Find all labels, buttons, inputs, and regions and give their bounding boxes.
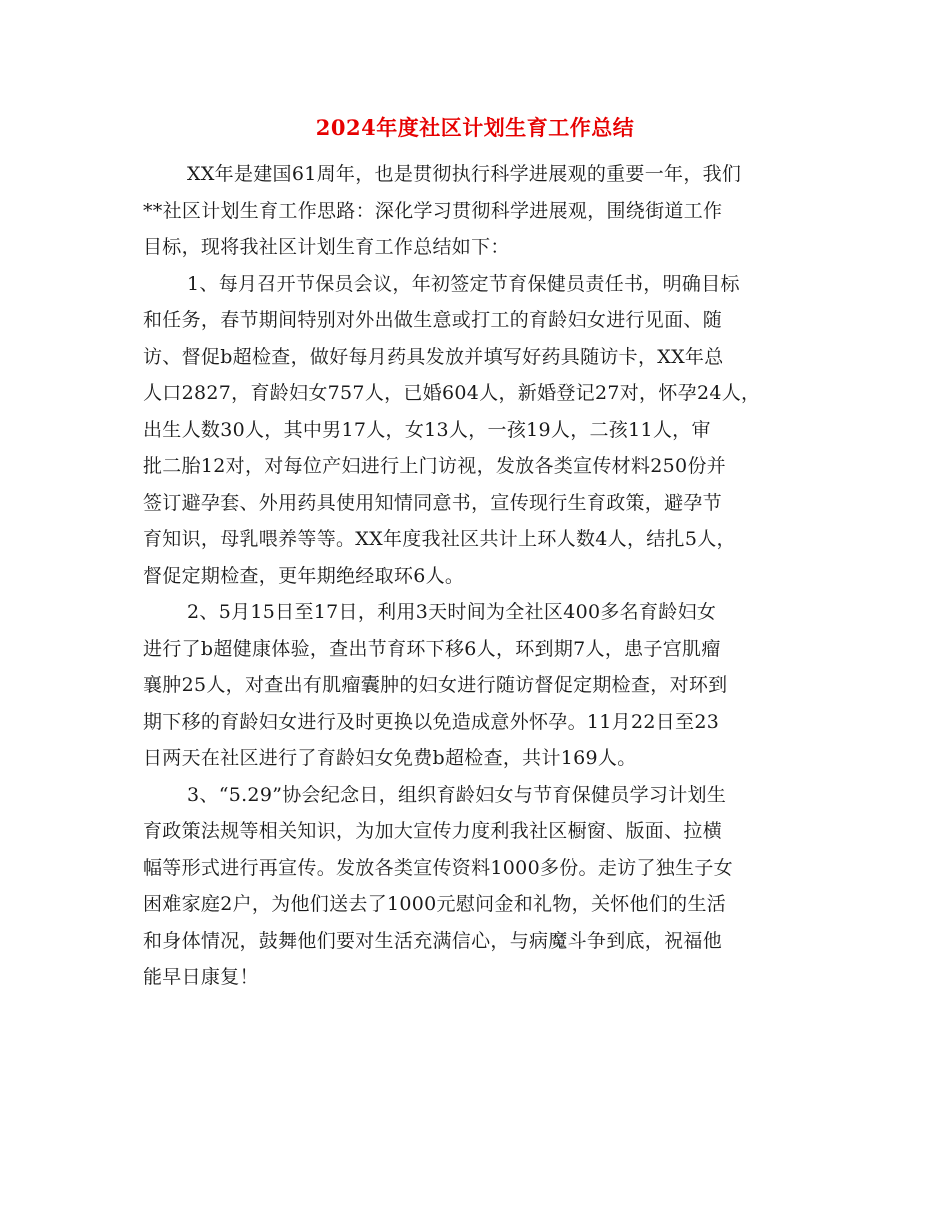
paragraph-line: 访、督促b超检查，做好每月药具发放并填写好药具随访卡，XX年总 <box>143 345 724 368</box>
paragraph-line: 困难家庭2户，为他们送去了1000元慰问金和礼物，关怀他们的生活 <box>143 893 727 915</box>
paragraph-line: 育政策法规等相关知识，为加大宣传力度利我社区橱窗、版面、拉横 <box>143 820 723 842</box>
paragraph-line: 日两天在社区进行了育龄妇女免费b超检查，共计169人。 <box>143 747 637 769</box>
document-title: 2024年度社区计划生育工作总结 <box>315 115 635 140</box>
paragraph-line: 督促定期检查，更年期绝经取环6人。 <box>143 564 465 587</box>
paragraph-line: 批二胎12对，对每位产妇进行上门访视，发放各类宣传材料250份并 <box>143 455 727 477</box>
paragraph-line: 进行了b超健康体验，查出节育环下移6人，环到期7人，患子宫肌瘤 <box>143 637 721 660</box>
paragraph-line: 出生人数30人，其中男17人，女13人，一孩19人，二孩11人，审 <box>143 418 711 441</box>
paragraph-first-line: 1、每月召开节保员会议，年初签定节育保健员责任书，明确目标 <box>187 272 740 295</box>
paragraph-line: 和任务，春节期间特别对外出做生意或打工的育龄妇女进行见面、随 <box>143 309 723 331</box>
paragraph-first-line: 2、5月15日至17日，利用3天时间为全社区400多名育龄妇女 <box>187 601 717 623</box>
document-body <box>143 156 823 996</box>
paragraph-line: 和身体情况，鼓舞他们要对生活充满信心，与病魔斗争到底，祝福他 <box>143 929 723 952</box>
paragraph-line: 期下移的育龄妇女进行及时更换以免造成意外怀孕。11月22日至23 <box>143 710 720 733</box>
paragraph-line: 目标，现将我社区计划生育工作总结如下： <box>143 236 510 258</box>
paragraph-line: 能早日康复！ <box>143 966 259 988</box>
paragraph-first-line: XX年是建国61周年，也是贯彻执行科学进展观的重要一年，我们 <box>187 163 742 185</box>
paragraph-line: 育知识，母乳喂养等等。XX年度我社区共计上环人数4人，结扎5人， <box>143 528 736 550</box>
paragraph-line: 幅等形式进行再宣传。发放各类宣传资料1000多份。走访了独生子女 <box>143 856 733 879</box>
paragraph-line: **社区计划生育工作思路：深化学习贯彻科学进展观，围绕街道工作 <box>143 199 723 222</box>
paragraph-line: 襄肿25人，对查出有肌瘤囊肿的妇女进行随访督促定期检查，对环到 <box>143 674 728 696</box>
paragraph-first-line: 3、“5.29”协会纪念日，组织育龄妇女与节育保健员学习计划生 <box>187 783 727 806</box>
paragraph-line: 人口2827，育龄妇女757人，已婚604人，新婚登记27对，怀孕24人， <box>143 382 761 404</box>
paragraph-line: 签订避孕套、外用药具使用知情同意书，宣传现行生育政策，避孕节 <box>143 491 723 514</box>
